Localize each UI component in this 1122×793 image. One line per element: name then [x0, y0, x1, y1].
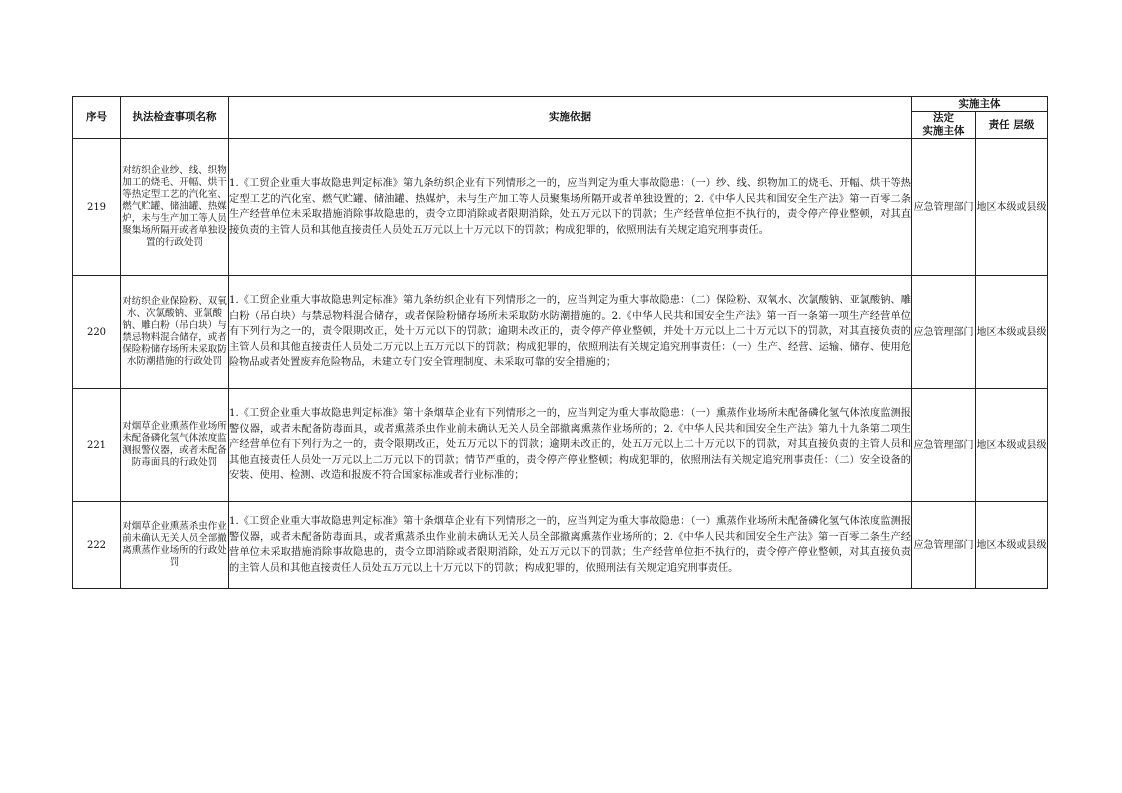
row-no: 221 — [73, 389, 121, 502]
table-row — [73, 139, 1048, 276]
row-item-name: 对烟草企业熏蒸杀虫作业前未确认无关人员全部撤离熏蒸作业场所的行政处罚 — [121, 502, 229, 589]
row-level: 地区本级或县级 — [976, 139, 1048, 276]
row-level: 地区本级或县级 — [976, 276, 1048, 389]
header-subject-group: 实施主体 — [912, 97, 1048, 112]
row-no: 219 — [73, 139, 121, 276]
row-basis: 1.《工贸企业重大事故隐患判定标准》第九条纺织企业有下列情形之一的，应当判定为重大事故隐患：（一）纱、线、织物加工的烧毛、开幅、烘干等热定型工艺的汽化室、燃气贮罐、储油罐、热媒炉，未与生产加工等人员聚集场所隔开或者单独设置的；2.《中华人民共和国安全生产法》第一百零二条生产经营单位未采取措施消除事故隐患的，责令立即消除或者限期消除，处五万元以下的罚款；生产经营单位拒不执行的，责令停产停业整顿，对其直接负责的主管人员和其他直接责任人员处五万元以上十万元以下的罚款；构成犯罪的，依照刑法有关规定追究刑事责任。 — [229, 139, 912, 276]
row-subject: 应急管理部门 — [912, 139, 976, 276]
header-row-top — [73, 97, 1048, 112]
table-row — [73, 502, 1048, 589]
row-subject: 应急管理部门 — [912, 276, 976, 389]
row-subject: 应急管理部门 — [912, 389, 976, 502]
row-item-name: 对纺织企业纱、线、织物加工的烧毛、开幅、烘干等热定型工艺的汽化室、燃气贮罐、储油罐、热媒炉，未与生产加工等人员聚集场所隔开或者单独设置的行政处罚 — [121, 139, 229, 276]
row-item-name: 对烟草企业熏蒸作业场所未配备磷化氢气体浓度监测报警仪器，或者未配备防毒面具的行政处罚 — [121, 389, 229, 502]
enforcement-table — [72, 96, 1048, 589]
row-no: 220 — [73, 276, 121, 389]
header-item-name: 执法检查事项名称 — [121, 97, 229, 139]
row-no: 222 — [73, 502, 121, 589]
row-level: 地区本级或县级 — [976, 389, 1048, 502]
header-legal-subject: 法定 实施主体 — [912, 112, 976, 139]
row-item-name: 对纺织企业保险粉、双氧水、次氯酸钠、亚氯酸钠、雕白粉（吊白块）与禁忌物料混合储存，或者保险粉储存场所未采取防水防潮措施的行政处罚 — [121, 276, 229, 389]
table-row — [73, 276, 1048, 389]
table-row — [73, 389, 1048, 502]
header-basis: 实施依据 — [229, 97, 912, 139]
row-level: 地区本级或县级 — [976, 502, 1048, 589]
header-level: 责任 层级 — [976, 112, 1048, 139]
row-basis: 1.《工贸企业重大事故隐患判定标准》第十条烟草企业有下列情形之一的，应当判定为重大事故隐患：（一）熏蒸作业场所未配备磷化氢气体浓度监测报警仪器，或者未配备防毒面具，或者熏蒸杀虫作业前未确认无关人员全部撤离熏蒸作业场所的；2.《中华人民共和国安全生产法》第一百零二条生产经营单位未采取措施消除事故隐患的，责令立即消除或者限期消除，处五万元以下的罚款；生产经营单位拒不执行的，责令停产停业整顿，对其直接负责的主管人员和其他直接责任人员处五万元以上十万元以下的罚款；构成犯罪的，依照刑法有关规定追究刑事责任。 — [229, 502, 912, 589]
row-basis: 1.《工贸企业重大事故隐患判定标准》第九条纺织企业有下列情形之一的，应当判定为重大事故隐患：（二）保险粉、双氧水、次氯酸钠、亚氯酸钠、雕白粉（吊白块）与禁忌物料混合储存，或者保险粉储存场所未采取防水防潮措施的。2.《中华人民共和国安全生产法》第一百一条第一项生产经营单位有下列行为之一的，责令限期改正，处十万元以下的罚款；逾期未改正的，责令停产停业整顿，并处十万元以上二十万元以下的罚款，对其直接负责的主管人员和其他直接责任人员处二万元以上五万元以下的罚款；构成犯罪的，依照刑法有关规定追究刑事责任：（一）生产、经营、运输、储存、使用危险物品或者处置废弃危险物品，未建立专门安全管理制度、未采取可靠的安全措施的； — [229, 276, 912, 389]
header-no: 序号 — [73, 97, 121, 139]
row-basis: 1.《工贸企业重大事故隐患判定标准》第十条烟草企业有下列情形之一的，应当判定为重大事故隐患：（一）熏蒸作业场所未配备磷化氢气体浓度监测报警仪器，或者未配备防毒面具，或者熏蒸杀虫作业前未确认无关人员全部撤离熏蒸作业场所的；2.《中华人民共和国安全生产法》第九十九条第二项生产经营单位有下列行为之一的，责令限期改正，处五万元以下的罚款；逾期未改正的，处五万元以上二十万元以下的罚款，对其直接负责的主管人员和其他直接责任人员处一万元以上二万元以下的罚款；情节严重的，责令停产停业整顿；构成犯罪的，依照刑法有关规定追究刑事责任：（二）安全设备的安装、使用、检测、改造和报废不符合国家标准或者行业标准的； — [229, 389, 912, 502]
row-subject: 应急管理部门 — [912, 502, 976, 589]
